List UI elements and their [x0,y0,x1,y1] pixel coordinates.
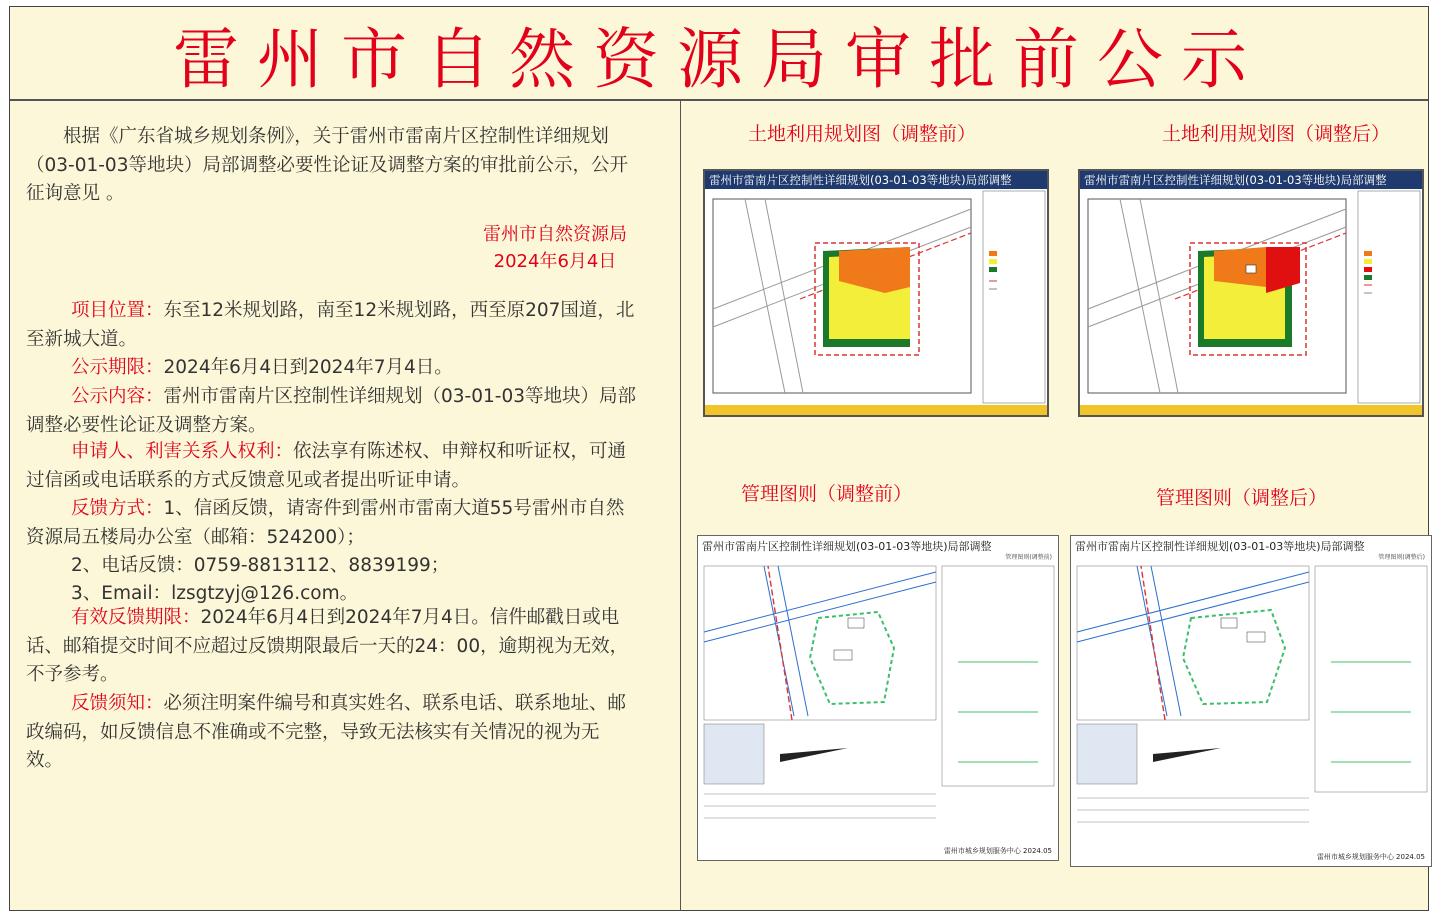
feedback-item-letter: 1、信函反馈，请寄件到雷州市雷南大道55号雷州市自然资源局五楼局办公室（邮箱：524200）； [26,498,625,548]
location-paragraph [26,297,636,354]
control-plan-after-subheader: 管理图则(调整后) [1378,554,1425,561]
period-paragraph [26,354,636,383]
land-use-map-after [1078,169,1424,417]
instructions-label: 反馈须知： [71,693,164,714]
issue-date: 2024年6月4日 [493,251,617,272]
feedback-label: 反馈方式： [71,498,164,519]
rights-text: 依法享有陈述权、申辩权和听证权，可通过信函或电话联系的方式反馈意见或者提出听证申请。 [26,441,627,491]
control-plan-after-footer: 雷州市城乡规划服务中心 2024.05 [1316,853,1425,861]
period-text: 2024年6月4日到2024年7月4日。 [163,357,453,378]
control-plan-after [1070,535,1432,867]
land-use-map-after-footer [1080,405,1422,415]
caption-land-use-after: 土地利用规划图（调整后） [1162,123,1391,145]
control-plan-before-footer: 雷州市城乡规划服务中心 2024.05 [943,847,1052,855]
land-use-map-after-drawing [1080,189,1422,405]
caption-control-after: 管理图则（调整后） [1156,487,1328,509]
location-text: 东至12米规划路，南至12米规划路，西至原207国道，北至新城大道。 [26,300,635,350]
land-use-map-after-header: 雷州市雷南片区控制性详细规划(03-01-03等地块)局部调整 [1080,171,1422,189]
content-text: 雷州市雷南片区控制性详细规划（03-01-03等地块）局部调整必要性论证及调整方案。 [26,386,636,436]
caption-land-use-before: 土地利用规划图（调整前） [748,123,977,145]
valid-period-label: 有效反馈期限： [71,607,201,628]
feedback-item-email: 3、Email：lzsgtzyj@126.com。 [71,583,359,604]
valid-period-paragraph [26,604,636,690]
control-plan-after-drawing [1071,562,1431,838]
land-use-map-before-drawing [705,189,1047,405]
control-plan-before-drawing [698,562,1058,832]
control-plan-after-header: 雷州市雷南片区控制性详细规划(03-01-03等地块)局部调整 [1075,540,1365,553]
caption-control-before: 管理图则（调整前） [741,483,913,505]
rights-label: 申请人、利害关系人权利： [71,441,294,462]
issuer: 雷州市自然资源局 [483,224,627,245]
period-label: 公示期限： [71,357,164,378]
intro-paragraph: 根据《广东省城乡规划条例》，关于雷州市雷南片区控制性详细规划（03-01-03等地块）局部调整必要性论证及调整方案的审批前公示，公开征询意见 。 [26,126,628,204]
control-plan-before [697,535,1059,861]
notice-board [9,6,1429,911]
title-bar [10,7,1428,101]
control-plan-before-subheader: 管理图则(调整前) [1005,554,1052,561]
content-label: 公示内容： [71,386,164,407]
land-use-map-before-header: 雷州市雷南片区控制性详细规划(03-01-03等地块)局部调整 [705,171,1047,189]
page-title: 雷州市自然资源局审批前公示 [173,20,1265,98]
rights-paragraph [26,438,636,495]
instructions-paragraph [26,690,636,776]
control-plan-before-header: 雷州市雷南片区控制性详细规划(03-01-03等地块)局部调整 [702,540,992,553]
land-use-map-before [703,169,1049,417]
content-paragraph [26,383,636,440]
valid-period-text: 2024年6月4日到2024年7月4日。信件邮戳日或电话、邮箱提交时间不应超过反馈期限最后一天的24：00，逾期视为无效，不予参考。 [26,607,629,685]
location-label: 项目位置： [71,300,164,321]
maps-panel [681,101,1428,911]
instructions-text: 必须注明案件编号和真实姓名、联系电话、联系地址、邮政编码，如反馈信息不准确或不完整，导致无法核实有关情况的视为无效。 [26,693,627,771]
feedback-paragraph [26,495,636,552]
land-use-map-before-footer [705,405,1047,415]
feedback-item-phone: 2、电话反馈：0759-8813112、8839199； [71,555,450,576]
notice-text-panel [10,101,680,911]
